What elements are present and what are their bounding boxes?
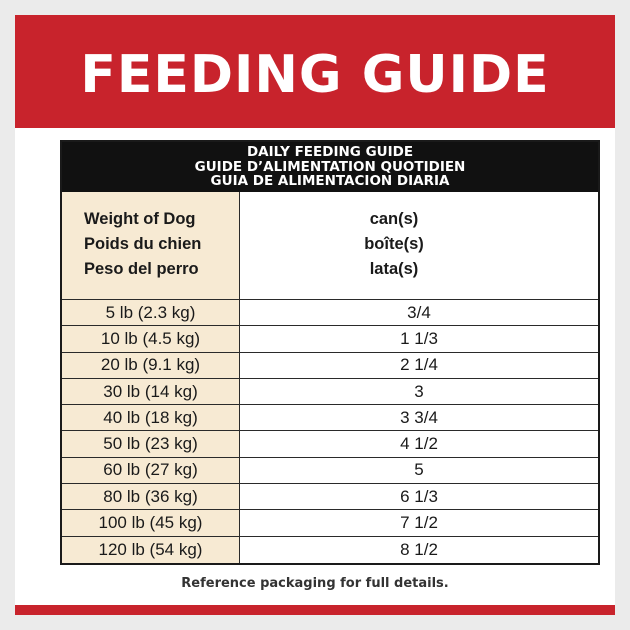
cans-cell: 4 1/2 xyxy=(240,431,598,457)
bottom-accent-bar xyxy=(15,605,615,615)
cans-cell: 2 1/4 xyxy=(240,353,598,379)
cans-cell: 3 3/4 xyxy=(240,405,598,431)
weight-cell: 5 lb (2.3 kg) xyxy=(62,300,240,326)
column-header-cans-english: can(s) xyxy=(369,210,419,228)
heading-french: GUIDE D’ALIMENTATION QUOTIDIEN xyxy=(194,158,466,175)
cans-cell: 3/4 xyxy=(240,300,598,326)
column-header-weight xyxy=(62,192,240,300)
column-header-weight-english: Weight of Dog xyxy=(84,210,196,228)
column-header-cans-spanish: lata(s) xyxy=(369,260,419,278)
cans-cell: 1 1/3 xyxy=(240,326,598,352)
weight-cell: 10 lb (4.5 kg) xyxy=(62,326,240,352)
weight-cell: 80 lb (36 kg) xyxy=(62,484,240,510)
table-heading xyxy=(62,142,598,192)
heading-spanish: GUIA DE ALIMENTACION DIARIA xyxy=(210,173,450,189)
footer-note: Reference packaging for full details. xyxy=(181,576,449,591)
weight-cell: 20 lb (9.1 kg) xyxy=(62,353,240,379)
weight-cell: 30 lb (14 kg) xyxy=(62,379,240,405)
cans-cell: 6 1/3 xyxy=(240,484,598,510)
cans-cell: 8 1/2 xyxy=(240,537,598,563)
banner-title: FEEDING GUIDE xyxy=(80,44,550,105)
cans-cell: 5 xyxy=(240,458,598,484)
column-header-cans xyxy=(240,192,598,300)
feeding-guide-card xyxy=(15,15,615,615)
feeding-guide-banner xyxy=(15,15,615,128)
weight-cell: 40 lb (18 kg) xyxy=(62,405,240,431)
feeding-table-grid xyxy=(62,192,598,563)
daily-feeding-guide-table xyxy=(60,140,600,565)
column-header-weight-spanish: Peso del perro xyxy=(84,260,199,278)
weight-cell: 50 lb (23 kg) xyxy=(62,431,240,457)
weight-cell: 60 lb (27 kg) xyxy=(62,458,240,484)
cans-cell: 3 xyxy=(240,379,598,405)
cans-cell: 7 1/2 xyxy=(240,510,598,536)
column-header-weight-french: Poids du chien xyxy=(84,235,202,253)
heading-english: DAILY FEEDING GUIDE xyxy=(246,144,414,160)
weight-cell: 100 lb (45 kg) xyxy=(62,510,240,536)
column-header-cans-french: boîte(s) xyxy=(364,235,424,253)
weight-cell: 120 lb (54 kg) xyxy=(62,537,240,563)
